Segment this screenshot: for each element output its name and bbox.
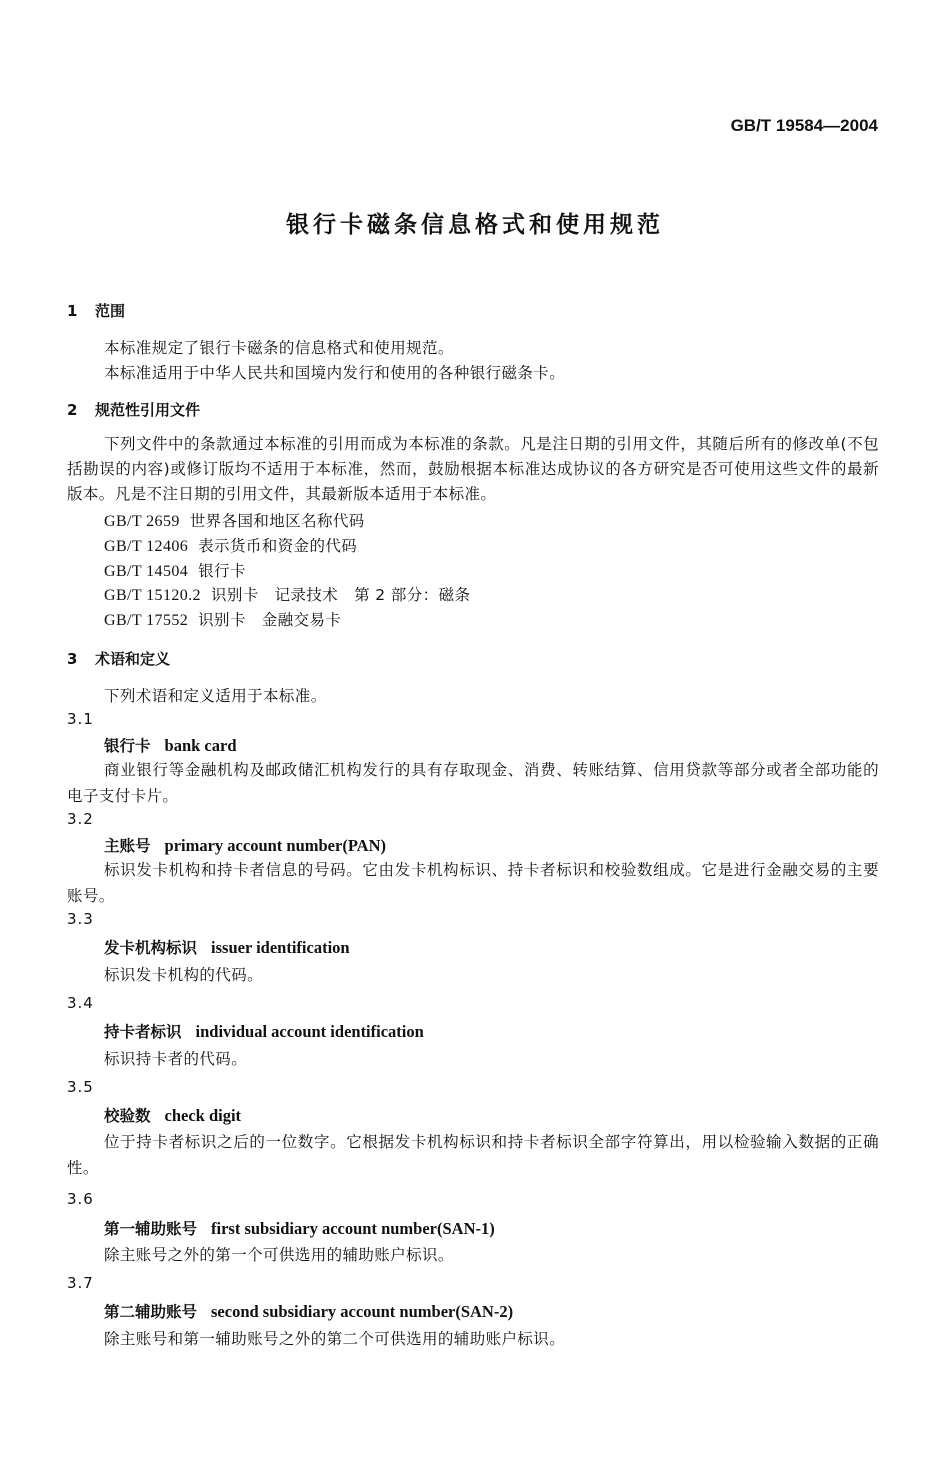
- clause-number: 3.1: [67, 710, 94, 728]
- clause-number: 3.3: [67, 910, 94, 928]
- term-entry: [104, 1104, 241, 1126]
- term-english: bank card: [164, 736, 237, 755]
- reference-title: 识别卡 金融交易卡: [198, 611, 342, 629]
- reference-title: 世界各国和地区名称代码: [189, 512, 365, 530]
- reference-code: GB/T 15120.2: [104, 587, 201, 604]
- term-entry: [104, 1217, 495, 1239]
- term-english: first subsidiary account number(SAN-1): [211, 1219, 495, 1238]
- section-title: 术语和定义: [95, 650, 171, 668]
- term-entry: [104, 1300, 513, 1322]
- document-number: GB/T 19584—2004: [730, 116, 878, 135]
- reference-code: GB/T 12406: [104, 538, 189, 555]
- term-chinese: 银行卡: [104, 737, 151, 755]
- term-definition: 位于持卡者标识之后的一位数字。它根据发卡机构标识和持卡者标识全部字符算出，用以检验输入数据的正确性。: [67, 1133, 879, 1177]
- term-english: check digit: [164, 1106, 242, 1125]
- reference-title: 识别卡 记录技术 第 2 部分：磁条: [210, 586, 471, 604]
- term-definition: 标识持卡者的代码。: [104, 1050, 248, 1068]
- section-number: 2: [67, 401, 78, 419]
- document-title: 银行卡磁条信息格式和使用规范: [286, 212, 664, 238]
- clause-number: 3.5: [67, 1078, 94, 1096]
- clause-number: 3.4: [67, 994, 94, 1012]
- references-intro-paragraph: 下列文件中的条款通过本标准的引用而成为本标准的条款。凡是注日期的引用文件，其随后所有的修改单(不包括勘误的内容)或修订版均不适用于本标准，然而，鼓励根据本标准达成协议的各方研究是否可使用这些文件的最新版本。凡是不注日期的引用文件，其最新版本适用于本标准。: [67, 435, 879, 503]
- term-chinese: 主账号: [104, 837, 151, 855]
- section-number: 3: [67, 650, 78, 668]
- term-entry: [104, 834, 386, 856]
- clause-number: 3.6: [67, 1190, 94, 1208]
- term-chinese: 第二辅助账号: [104, 1303, 198, 1321]
- term-definition: 标识发卡机构的代码。: [104, 966, 264, 984]
- term-chinese: 发卡机构标识: [104, 939, 198, 957]
- term-definition: 标识发卡机构和持卡者信息的号码。它由发卡机构标识、持卡者标识和校验数组成。它是进行金融交易的主要账号。: [67, 861, 879, 905]
- reference-code: GB/T 17552: [104, 612, 189, 629]
- term-definition: 除主账号和第一辅助账号之外的第二个可供选用的辅助账户标识。: [104, 1330, 566, 1348]
- section-title: 规范性引用文件: [95, 401, 201, 419]
- scope-paragraph-2: 本标准适用于中华人民共和国境内发行和使用的各种银行磁条卡。: [104, 364, 566, 382]
- section-title: 范围: [95, 302, 126, 320]
- section-heading-scope: [67, 300, 125, 321]
- reference-item: [104, 509, 365, 531]
- reference-item: [104, 534, 357, 556]
- reference-item: [104, 608, 341, 630]
- term-definition: 商业银行等金融机构及邮政储汇机构发行的具有存取现金、消费、转账结算、信用贷款等部分或者全部功能的电子支付卡片。: [67, 761, 879, 805]
- terms-intro-paragraph: 下列术语和定义适用于本标准。: [104, 687, 327, 705]
- clause-number: 3.7: [67, 1274, 94, 1292]
- term-entry: [104, 936, 350, 958]
- term-chinese: 持卡者标识: [104, 1023, 182, 1041]
- term-chinese: 第一辅助账号: [104, 1220, 198, 1238]
- term-definition: 除主账号之外的第一个可供选用的辅助账户标识。: [104, 1246, 454, 1264]
- reference-item: [104, 559, 246, 581]
- reference-title: 表示货币和资金的代码: [198, 537, 358, 555]
- section-heading-terms: [67, 648, 170, 669]
- reference-code: GB/T 14504: [104, 563, 189, 580]
- section-number: 1: [67, 302, 78, 320]
- term-english: second subsidiary account number(SAN-2): [211, 1302, 514, 1321]
- reference-item: [104, 583, 470, 605]
- term-entry: [104, 1020, 424, 1042]
- scope-paragraph-1: 本标准规定了银行卡磁条的信息格式和使用规范。: [104, 339, 454, 357]
- clause-number: 3.2: [67, 810, 94, 828]
- term-entry: [104, 734, 237, 756]
- term-english: issuer identification: [211, 938, 350, 957]
- section-heading-normative-references: [67, 399, 200, 420]
- term-english: individual account identification: [195, 1022, 424, 1041]
- reference-code: GB/T 2659: [104, 513, 180, 530]
- term-chinese: 校验数: [104, 1107, 151, 1125]
- term-english: primary account number(PAN): [164, 836, 387, 855]
- reference-title: 银行卡: [198, 562, 246, 580]
